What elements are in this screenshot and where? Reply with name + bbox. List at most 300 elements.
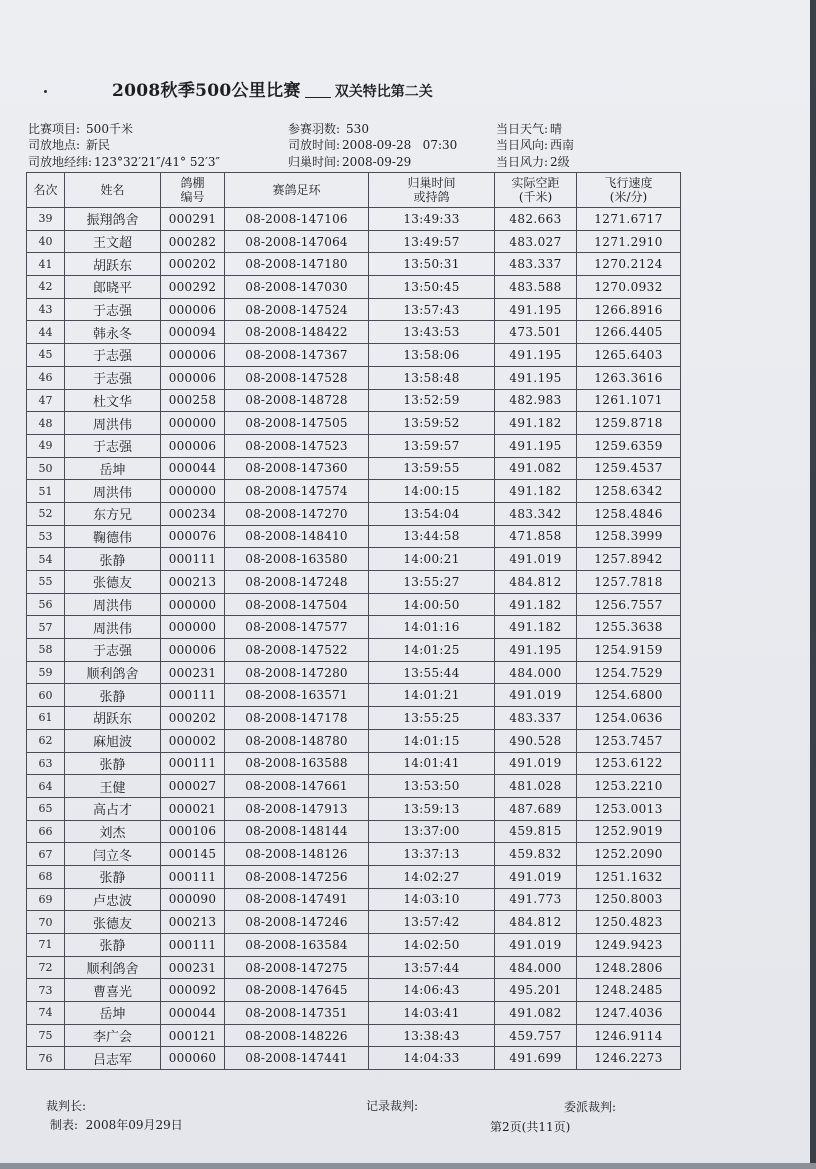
scan-edge-right (810, 0, 816, 1169)
table-row (27, 298, 681, 321)
cell-ring-number: 08-2008-147523 (225, 434, 369, 457)
cell-rank: 57 (27, 616, 65, 639)
cell-rank: 44 (27, 321, 65, 344)
cell-name: 张德友 (65, 911, 161, 934)
cell-speed: 1257.8942 (577, 548, 681, 571)
cell-speed: 1258.3999 (577, 525, 681, 548)
cell-distance: 483.337 (495, 253, 577, 276)
cell-rank: 70 (27, 911, 65, 934)
table-row (27, 1002, 681, 1025)
cell-speed: 1249.9423 (577, 934, 681, 957)
cell-return-time: 13:38:43 (369, 1024, 495, 1047)
cell-distance: 491.019 (495, 865, 577, 888)
cell-name: 刘杰 (65, 820, 161, 843)
cell-loft-id: 000111 (161, 548, 225, 571)
table-row (27, 639, 681, 662)
cell-ring-number: 08-2008-147280 (225, 661, 369, 684)
cell-name: 吕志军 (65, 1047, 161, 1070)
cell-return-time: 13:55:25 (369, 707, 495, 730)
cell-rank: 64 (27, 775, 65, 798)
cell-return-time: 14:01:21 (369, 684, 495, 707)
cell-ring-number: 08-2008-147491 (225, 888, 369, 911)
cell-ring-number: 08-2008-147351 (225, 1002, 369, 1025)
cell-rank: 39 (27, 208, 65, 231)
cell-return-time: 13:59:52 (369, 412, 495, 435)
cell-speed: 1263.3616 (577, 366, 681, 389)
cell-ring-number: 08-2008-163584 (225, 934, 369, 957)
cell-loft-id: 000006 (161, 434, 225, 457)
cell-ring-number: 08-2008-148780 (225, 729, 369, 752)
cell-loft-id: 000292 (161, 276, 225, 299)
table-row (27, 593, 681, 616)
cell-name: 张静 (65, 934, 161, 957)
cell-loft-id: 000090 (161, 888, 225, 911)
cell-ring-number: 08-2008-147106 (225, 208, 369, 231)
cell-rank: 47 (27, 389, 65, 412)
cell-return-time: 13:57:44 (369, 956, 495, 979)
table-row (27, 208, 681, 231)
col-speed-header-line2: (米/分) (609, 190, 648, 204)
cell-rank: 50 (27, 457, 65, 480)
cell-loft-id: 000044 (161, 1002, 225, 1025)
cell-name: 郎晓平 (65, 276, 161, 299)
info-event (28, 120, 133, 137)
cell-ring-number: 08-2008-147524 (225, 298, 369, 321)
cell-rank: 67 (27, 843, 65, 866)
table-row (27, 457, 681, 480)
info-return-time-label: 归巢时间: (288, 155, 341, 169)
cell-loft-id: 000002 (161, 729, 225, 752)
cell-name: 岳坤 (65, 457, 161, 480)
table-row (27, 366, 681, 389)
cell-return-time: 13:43:53 (369, 321, 495, 344)
info-wind-direction (496, 136, 574, 153)
cell-speed: 1271.2910 (577, 230, 681, 253)
cell-distance: 459.757 (495, 1024, 577, 1047)
table-row (27, 344, 681, 367)
info-release-site-value: 新民 (86, 138, 111, 152)
results-table (26, 172, 681, 1070)
cell-ring-number: 08-2008-147574 (225, 480, 369, 503)
cell-distance: 484.000 (495, 661, 577, 684)
cell-ring-number: 08-2008-147504 (225, 593, 369, 616)
cell-speed: 1258.6342 (577, 480, 681, 503)
cell-rank: 51 (27, 480, 65, 503)
cell-distance: 483.337 (495, 707, 577, 730)
cell-return-time: 13:59:57 (369, 434, 495, 457)
table-row (27, 525, 681, 548)
cell-ring-number: 08-2008-163588 (225, 752, 369, 775)
cell-speed: 1254.9159 (577, 639, 681, 662)
cell-name: 周洪伟 (65, 593, 161, 616)
cell-name: 周洪伟 (65, 616, 161, 639)
cell-loft-id: 000094 (161, 321, 225, 344)
cell-return-time: 14:06:43 (369, 979, 495, 1002)
cell-loft-id: 000111 (161, 865, 225, 888)
cell-ring-number: 08-2008-147645 (225, 979, 369, 1002)
table-row (27, 321, 681, 344)
cell-return-time: 14:00:50 (369, 593, 495, 616)
cell-name: 闫立冬 (65, 843, 161, 866)
cell-distance: 495.201 (495, 979, 577, 1002)
cell-return-time: 13:57:43 (369, 298, 495, 321)
cell-speed: 1251.1632 (577, 865, 681, 888)
col-time-header-line1: 归巢时间 (407, 176, 456, 190)
cell-return-time: 13:59:55 (369, 457, 495, 480)
cell-speed: 1252.2090 (577, 843, 681, 866)
cell-return-time: 14:01:16 (369, 616, 495, 639)
cell-distance: 491.082 (495, 457, 577, 480)
cell-loft-id: 000213 (161, 571, 225, 594)
cell-distance: 483.342 (495, 502, 577, 525)
cell-name: 岳坤 (65, 1002, 161, 1025)
cell-return-time: 13:44:58 (369, 525, 495, 548)
table-row (27, 865, 681, 888)
cell-ring-number: 08-2008-147577 (225, 616, 369, 639)
cell-rank: 74 (27, 1002, 65, 1025)
cell-distance: 491.019 (495, 684, 577, 707)
cell-loft-id: 000000 (161, 480, 225, 503)
table-row (27, 729, 681, 752)
scan-edge-bottom (0, 1163, 816, 1169)
info-event-label: 比赛项目: (28, 122, 81, 136)
cell-return-time: 13:50:31 (369, 253, 495, 276)
cell-distance: 491.195 (495, 434, 577, 457)
cell-distance: 487.689 (495, 797, 577, 820)
cell-rank: 68 (27, 865, 65, 888)
cell-name: 周洪伟 (65, 480, 161, 503)
cell-loft-id: 000106 (161, 820, 225, 843)
table-row (27, 230, 681, 253)
cell-loft-id: 000021 (161, 797, 225, 820)
table-header-row (27, 173, 681, 208)
info-wind-force-label: 当日风力: (496, 155, 549, 169)
cell-distance: 491.773 (495, 888, 577, 911)
info-release-site (28, 136, 110, 153)
cell-distance: 491.019 (495, 752, 577, 775)
cell-rank: 72 (27, 956, 65, 979)
cell-speed: 1259.6359 (577, 434, 681, 457)
col-name-header: 姓名 (65, 173, 161, 208)
cell-distance: 491.699 (495, 1047, 577, 1070)
cell-return-time: 13:55:27 (369, 571, 495, 594)
cell-return-time: 13:57:42 (369, 911, 495, 934)
cell-ring-number: 08-2008-147441 (225, 1047, 369, 1070)
cell-rank: 49 (27, 434, 65, 457)
cell-name: 王文超 (65, 230, 161, 253)
cell-return-time: 14:00:21 (369, 548, 495, 571)
cell-distance: 483.588 (495, 276, 577, 299)
col-ring-header: 赛鸽足环 (225, 173, 369, 208)
cell-rank: 58 (27, 639, 65, 662)
cell-name: 王健 (65, 775, 161, 798)
table-row (27, 843, 681, 866)
cell-loft-id: 000000 (161, 616, 225, 639)
cell-rank: 42 (27, 276, 65, 299)
info-release-site-label: 司放地点: (28, 138, 81, 152)
cell-loft-id: 000291 (161, 208, 225, 231)
cell-speed: 1252.9019 (577, 820, 681, 843)
cell-loft-id: 000231 (161, 661, 225, 684)
page-title: 2008秋季500公里比赛 (112, 81, 301, 101)
cell-ring-number: 08-2008-148126 (225, 843, 369, 866)
cell-ring-number: 08-2008-147528 (225, 366, 369, 389)
col-speed-header-line1: 飞行速度 (604, 176, 653, 190)
cell-name: 张静 (65, 752, 161, 775)
chief-judge-label: 裁判长: (46, 1099, 87, 1113)
cell-rank: 73 (27, 979, 65, 1002)
cell-distance: 491.195 (495, 366, 577, 389)
cell-ring-number: 08-2008-147367 (225, 344, 369, 367)
cell-ring-number: 08-2008-163571 (225, 684, 369, 707)
cell-speed: 1258.4846 (577, 502, 681, 525)
cell-rank: 55 (27, 571, 65, 594)
cell-rank: 41 (27, 253, 65, 276)
cell-speed: 1253.6122 (577, 752, 681, 775)
cell-speed: 1254.0636 (577, 707, 681, 730)
cell-speed: 1250.8003 (577, 888, 681, 911)
table-row (27, 888, 681, 911)
cell-ring-number: 08-2008-147030 (225, 276, 369, 299)
cell-return-time: 13:49:57 (369, 230, 495, 253)
cell-ring-number: 08-2008-147178 (225, 707, 369, 730)
cell-loft-id: 000213 (161, 911, 225, 934)
cell-distance: 491.182 (495, 412, 577, 435)
cell-return-time: 14:01:25 (369, 639, 495, 662)
table-row (27, 979, 681, 1002)
page-number: 第2页(共11页) (490, 1120, 571, 1134)
cell-distance: 484.000 (495, 956, 577, 979)
cell-loft-id: 000145 (161, 843, 225, 866)
cell-speed: 1246.9114 (577, 1024, 681, 1047)
cell-ring-number: 08-2008-147661 (225, 775, 369, 798)
cell-ring-number: 08-2008-148410 (225, 525, 369, 548)
prepared-date: 制表: 2008年09月29日 (50, 1118, 183, 1132)
col-time-header-line2: 或持鸽 (413, 190, 450, 204)
cell-return-time: 13:49:33 (369, 208, 495, 231)
cell-rank: 52 (27, 502, 65, 525)
cell-return-time: 13:37:00 (369, 820, 495, 843)
cell-ring-number: 08-2008-147246 (225, 911, 369, 934)
cell-rank: 69 (27, 888, 65, 911)
cell-loft-id: 000006 (161, 344, 225, 367)
cell-loft-id: 000111 (161, 684, 225, 707)
table-row (27, 480, 681, 503)
cell-rank: 71 (27, 934, 65, 957)
cell-return-time: 13:54:04 (369, 502, 495, 525)
cell-distance: 491.019 (495, 934, 577, 957)
cell-distance: 482.983 (495, 389, 577, 412)
cell-return-time: 13:52:59 (369, 389, 495, 412)
cell-return-time: 14:01:15 (369, 729, 495, 752)
info-coords-label: 司放地经纬: (28, 155, 93, 169)
info-weather (496, 120, 562, 137)
cell-distance: 491.195 (495, 344, 577, 367)
cell-return-time: 13:55:44 (369, 661, 495, 684)
cell-name: 高占才 (65, 797, 161, 820)
cell-speed: 1270.0932 (577, 276, 681, 299)
cell-name: 杜文华 (65, 389, 161, 412)
cell-name: 韩永冬 (65, 321, 161, 344)
cell-distance: 483.027 (495, 230, 577, 253)
cell-distance: 491.182 (495, 593, 577, 616)
cell-speed: 1247.4036 (577, 1002, 681, 1025)
cell-loft-id: 000258 (161, 389, 225, 412)
cell-name: 胡跃东 (65, 253, 161, 276)
cell-distance: 482.663 (495, 208, 577, 231)
assigned-judge-label: 委派裁判: (564, 1100, 617, 1114)
record-judge-label: 记录裁判: (366, 1099, 419, 1113)
scan-speck (44, 90, 47, 93)
cell-speed: 1257.7818 (577, 571, 681, 594)
cell-ring-number: 08-2008-148226 (225, 1024, 369, 1047)
cell-distance: 481.028 (495, 775, 577, 798)
cell-ring-number: 08-2008-147180 (225, 253, 369, 276)
cell-loft-id: 000027 (161, 775, 225, 798)
info-wind-direction-label: 当日风向: (496, 138, 549, 152)
cell-distance: 473.501 (495, 321, 577, 344)
info-release-time-value: 2008-09-28 07:30 (342, 138, 458, 152)
info-release-time (288, 136, 457, 153)
info-return-time (288, 153, 411, 170)
col-loft-header (161, 173, 225, 208)
cell-name: 张静 (65, 865, 161, 888)
cell-distance: 491.195 (495, 298, 577, 321)
cell-name: 顺利鸽舍 (65, 956, 161, 979)
cell-ring-number: 08-2008-147248 (225, 571, 369, 594)
cell-speed: 1271.6717 (577, 208, 681, 231)
col-loft-header-line1: 鸽棚 (180, 176, 205, 190)
cell-rank: 45 (27, 344, 65, 367)
info-wind-force (496, 153, 570, 170)
cell-rank: 59 (27, 661, 65, 684)
table-row (27, 707, 681, 730)
cell-loft-id: 000234 (161, 502, 225, 525)
col-distance-header (495, 173, 577, 208)
cell-distance: 471.858 (495, 525, 577, 548)
cell-ring-number: 08-2008-148728 (225, 389, 369, 412)
table-row (27, 412, 681, 435)
cell-return-time: 13:59:13 (369, 797, 495, 820)
cell-speed: 1246.2273 (577, 1047, 681, 1070)
table-row (27, 548, 681, 571)
cell-rank: 54 (27, 548, 65, 571)
cell-speed: 1254.7529 (577, 661, 681, 684)
cell-ring-number: 08-2008-147275 (225, 956, 369, 979)
cell-rank: 63 (27, 752, 65, 775)
cell-loft-id: 000111 (161, 934, 225, 957)
cell-speed: 1270.2124 (577, 253, 681, 276)
cell-distance: 459.815 (495, 820, 577, 843)
info-entries (288, 120, 369, 137)
cell-ring-number: 08-2008-147505 (225, 412, 369, 435)
table-row (27, 684, 681, 707)
cell-speed: 1250.4823 (577, 911, 681, 934)
cell-name: 于志强 (65, 366, 161, 389)
cell-name: 张静 (65, 684, 161, 707)
cell-return-time: 14:01:41 (369, 752, 495, 775)
cell-ring-number: 08-2008-147270 (225, 502, 369, 525)
cell-name: 东方兄 (65, 502, 161, 525)
table-row (27, 253, 681, 276)
cell-name: 卢忠波 (65, 888, 161, 911)
cell-rank: 53 (27, 525, 65, 548)
cell-distance: 490.528 (495, 729, 577, 752)
cell-loft-id: 000282 (161, 230, 225, 253)
cell-name: 于志强 (65, 434, 161, 457)
table-row (27, 752, 681, 775)
cell-loft-id: 000000 (161, 593, 225, 616)
cell-return-time: 14:04:33 (369, 1047, 495, 1070)
table-row (27, 934, 681, 957)
cell-rank: 76 (27, 1047, 65, 1070)
cell-speed: 1261.1071 (577, 389, 681, 412)
cell-rank: 62 (27, 729, 65, 752)
cell-name: 曹喜光 (65, 979, 161, 1002)
cell-speed: 1259.4537 (577, 457, 681, 480)
cell-ring-number: 08-2008-147064 (225, 230, 369, 253)
table-row (27, 797, 681, 820)
cell-distance: 491.019 (495, 548, 577, 571)
cell-distance: 491.182 (495, 616, 577, 639)
cell-rank: 43 (27, 298, 65, 321)
table-row (27, 956, 681, 979)
cell-speed: 1254.6800 (577, 684, 681, 707)
table-row (27, 661, 681, 684)
col-loft-header-line2: 编号 (180, 190, 205, 204)
col-speed-header (577, 173, 681, 208)
cell-loft-id: 000202 (161, 253, 225, 276)
cell-speed: 1266.4405 (577, 321, 681, 344)
cell-speed: 1248.2485 (577, 979, 681, 1002)
cell-name: 振翔鸽舍 (65, 208, 161, 231)
info-event-value: 500千米 (86, 122, 133, 136)
cell-rank: 65 (27, 797, 65, 820)
table-row (27, 276, 681, 299)
info-coords-value: 123°32′21″/41° 52′3″ (94, 155, 220, 169)
cell-name: 顺利鸽舍 (65, 661, 161, 684)
page-subtitle: 双关特比第二关 (334, 84, 433, 100)
cell-rank: 40 (27, 230, 65, 253)
table-row (27, 571, 681, 594)
cell-name: 于志强 (65, 298, 161, 321)
cell-rank: 60 (27, 684, 65, 707)
cell-distance: 491.182 (495, 480, 577, 503)
table-body (27, 208, 681, 1070)
cell-name: 鞠德伟 (65, 525, 161, 548)
table-row (27, 434, 681, 457)
cell-rank: 66 (27, 820, 65, 843)
col-distance-header-line1: 实际空距 (511, 176, 560, 190)
cell-return-time: 13:50:45 (369, 276, 495, 299)
cell-distance: 491.195 (495, 639, 577, 662)
cell-name: 胡跃东 (65, 707, 161, 730)
cell-rank: 46 (27, 366, 65, 389)
col-time-header (369, 173, 495, 208)
cell-return-time: 13:37:13 (369, 843, 495, 866)
cell-loft-id: 000044 (161, 457, 225, 480)
cell-return-time: 14:02:27 (369, 865, 495, 888)
cell-ring-number: 08-2008-148144 (225, 820, 369, 843)
cell-distance: 491.082 (495, 1002, 577, 1025)
cell-name: 周洪伟 (65, 412, 161, 435)
cell-name: 张德友 (65, 571, 161, 594)
cell-name: 李广会 (65, 1024, 161, 1047)
cell-loft-id: 000111 (161, 752, 225, 775)
cell-name: 于志强 (65, 639, 161, 662)
cell-speed: 1248.2806 (577, 956, 681, 979)
cell-name: 麻旭波 (65, 729, 161, 752)
